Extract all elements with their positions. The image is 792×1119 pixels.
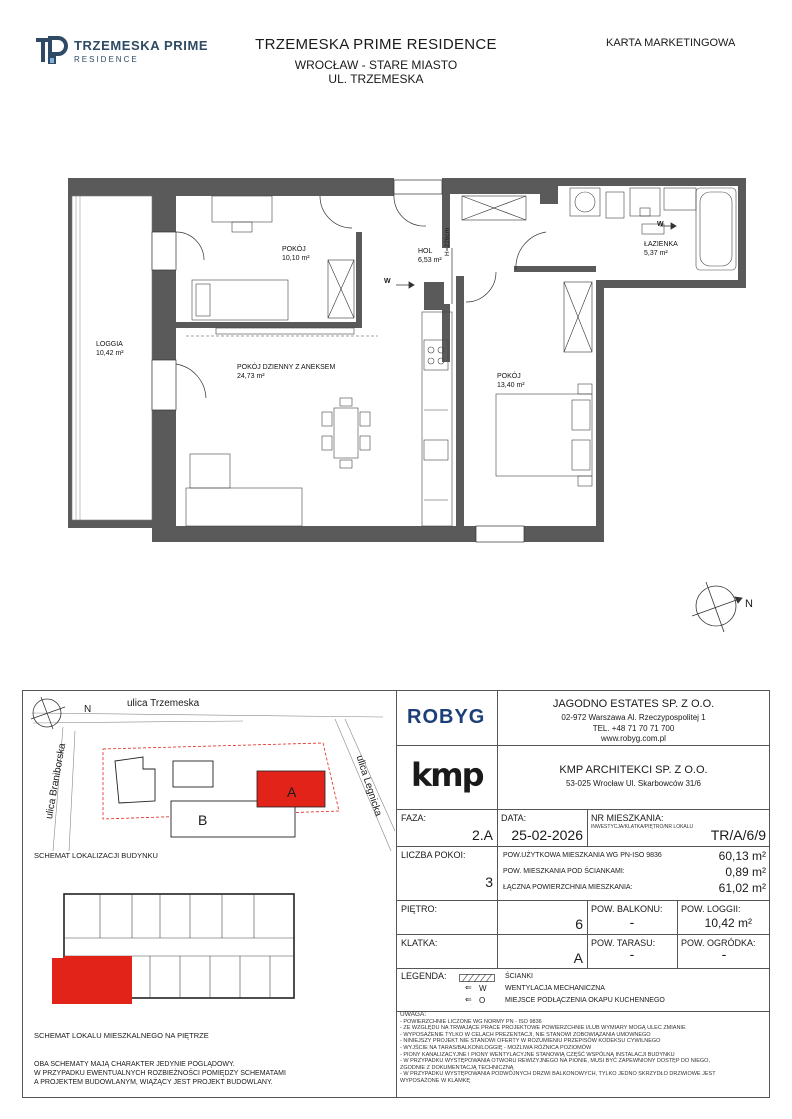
room-name: POKÓJ [282,246,306,253]
notes-line: ZGODNIE Z DOKUMENTACJĄ TECHNICZNĄ [400,1064,514,1071]
notes-line: - W PRZYPADKU WYSTĘPOWANIA PODWÓJNYCH DRZWI BALKONOWYCH, TYLKO JEDNO SKRZYDŁO DRZWIOWE JEST [400,1071,716,1078]
room-label-hol [418,247,442,265]
loggia-label: POW. LOGGII: [681,904,741,914]
wall-top-bath [558,178,746,186]
notes [400,1012,766,1085]
architect-name: KMP ARCHITEKCI SP. Z O.O. [559,764,708,776]
klatka-value: A [573,950,583,966]
pow-pod-label: POW. MIESZKANIA POD ŚCIANKAMI: [503,868,625,875]
notes-line: WYPOSAŻONE W KLAMKĘ [400,1077,470,1084]
site-plan [23,691,395,851]
room-name: ŁAZIENKA [644,241,678,248]
balkon-value: - [629,914,635,930]
wall-left-block2 [152,266,176,364]
robyg-logo: ROBYG [407,706,486,728]
apartment-highlight [64,956,132,1004]
wall-bath-left [514,266,596,272]
disclaimer-line: OBA SCHEMATY MAJĄ CHARAKTER JEDYNIE POGLĄDOWY. [34,1061,235,1068]
room-area: 6,53 m² [418,257,442,264]
height-label: H=226cm [444,228,451,256]
legend-item-symbol: W [479,984,487,993]
disclaimer [34,1060,286,1087]
wall-room1-right [356,232,362,328]
pietro-value: 6 [575,916,583,932]
disclaimer-line: W PRZYPADKU EWENTUALNYCH ROZBIEŻNOŚCI POMIĘDZY SCHEMATAMI [34,1070,286,1077]
pow-pod-value: 0,89 m² [725,865,766,879]
legend [397,968,770,1012]
pow-uzytkowa-label: POW.UŻYTKOWA MIESZKANIA WG PN-ISO 9836 [503,852,662,859]
balkon-label: POW. BALKONU: [591,904,663,914]
notes-line: - W PRZYPADKU WYSTĘPOWANIA OTWORU REWIZYJNEGO NA PIONIE, MUSI BYĆ ZAPEWNIONY DOSTĘP DO NIEGO, [400,1058,710,1065]
project-city: WROCŁAW - STARE MIASTO [294,58,458,72]
room-area: 10,10 m² [282,255,310,262]
project-street: UL. TRZEMESKA [328,72,424,86]
notes-title: UWAGA: [400,1011,427,1018]
nr-sublabel: INWESTYCJA/KLATKA/PIĘTRO/NR LOKALU [591,824,694,830]
notes-line: - PIONY KANALIZACYJNE I PIONY WENTYLACYJNE STANOWIĄ CZĘŚĆ WSPÓLNĄ INSTALACJI BUDYNKU [400,1051,675,1058]
wall-pillar [540,178,558,204]
loggia-value: 10,42 m² [704,916,752,930]
card-type: KARTA MARKETINGOWA [606,37,736,49]
arrow-o-icon: ⇐ [465,995,472,1004]
pow-laczna-value: 61,02 m² [718,881,766,895]
hatch-icon [459,974,495,982]
logo-divider [497,746,498,810]
wall-left-block [152,196,176,236]
wall-bottom [152,526,464,542]
legend-title: LEGENDA: [401,971,447,981]
kmp-logo: kmp [411,756,483,794]
klatka-label: KLATKA: [401,938,438,948]
pietro-label: PIĘTRO: [401,904,438,914]
legend-item-text: MIEJSCE PODŁĄCZENIA OKAPU KUCHENNEGO [505,997,665,1004]
notes-line: - WYJŚCIE NA TARAS/BALKON/LOGGIĘ - MOŻLIWA RÓŻNICA POZIOMÓW [400,1044,592,1051]
notes-line: - ZE WZGLĘDU NA TRWAJĄCE PRACE PROJEKTOWE POWIERZCHNIE I/LUB WYMIARY MOGĄ ULEC ZMIANIE [400,1025,686,1032]
room-label-pokoj-1 [282,245,310,263]
room-name: LOGGIA [96,341,123,348]
wall-hall-right2 [442,304,450,362]
arrow-w-icon: ⇐ [465,983,472,992]
developer-name: JAGODNO ESTATES SP. Z O.O. [552,698,715,710]
wall-right-step [604,280,746,288]
pokoje-label: LICZBA POKOI: [401,850,466,860]
legend-item-text: ŚCIANKI [505,973,534,980]
building-b-label: B [198,812,208,828]
wall-right-bed [596,280,604,542]
notes-line: - NINIEJSZY PROJEKT NIE STANOWI OFERTY W ROZUMIENIU PRZEPISÓW KODEKSU CYWILNEGO [400,1038,661,1045]
wall-left-block3 [152,408,176,526]
street-left-label: ulica Braniborska [44,742,69,820]
loggia-floor [72,196,152,520]
wall-shaft [424,282,444,310]
wall-top-left [68,178,176,196]
wall-top-mid [176,178,394,196]
wall-left-outer [68,178,72,528]
info-table [397,810,770,968]
notes-line: - POWIERZCHNIE LICZONE WG NORMY PN - ISO 9836 [400,1018,542,1025]
room-label-pokoj-2 [497,372,525,390]
project-title: TRZEMESKA PRIME RESIDENCE [255,36,497,53]
room-label-loggia [96,340,124,358]
taras-value: - [629,946,635,962]
developer-address: 02-972 Warszawa Al. Rzeczypospolitej 1 [561,713,706,722]
developer-web: www.robyg.com.pl [601,734,666,743]
compass-icon [692,582,742,632]
wall-top-right [442,178,546,194]
ventilation-marker-bath: W [657,221,664,228]
room-name: HOL [418,248,433,255]
legend-item-symbol: O [479,996,486,1005]
developer-phone: TEL. +48 71 70 71 700 [592,724,675,733]
notes-line: - WYPOSAŻENIE TYLKO W CELACH PREZENTACJI, NIE STANOWI ZOBOWIĄZANIA UMOWNEGO [400,1031,651,1038]
wall-right-bath [738,178,746,286]
developer-block [397,690,770,746]
nr-label: NR MIESZKANIA: [591,813,664,823]
wall-kitchen-col [456,276,464,526]
ogrodek-value: - [721,946,727,962]
legend-item-text: WENTYLACJA MECHANICZNA [505,985,605,992]
nr-value: TR/A/6/9 [710,827,766,843]
room-area: 5,37 m² [644,250,668,257]
floor-schema [50,888,310,1020]
ventilation-marker: W [384,278,391,285]
pow-laczna-label: ŁĄCZNA POWIERZCHNIA MIESZKANIA: [503,884,633,891]
data-value: 25-02-2026 [511,827,583,843]
site-compass-label: N [84,704,92,715]
room-name: POKÓJ [497,373,521,380]
site-caption: SCHEMAT LOKALIZACJI BUDYNKU [34,851,158,860]
room-area: 24,73 m² [237,373,265,380]
faza-value: 2.A [471,827,493,843]
compass-label: N [745,598,753,610]
logo-name: TRZEMESKA PRIME [74,38,209,53]
disclaimer-line: A PROJEKTEM BUDOWLANYM, WIĄŻĄCY JEST PROJEKT BUDOWLANY. [34,1079,273,1086]
street-right-label: ulica Legnicka [353,754,384,818]
logo-sub: RESIDENCE [74,55,139,64]
pow-uzytkowa-value: 60,13 m² [718,849,766,863]
room-area: 13,40 m² [497,382,525,389]
architect-block [397,746,770,810]
pokoje-value: 3 [485,874,493,890]
floor-schema-caption: SCHEMAT LOKALU MIESZKALNEGO NA PIĘTRZE [34,1031,209,1040]
taras-label: POW. TARASU: [591,938,656,948]
architect-address: 53-025 Wrocław Ul. Skarbowców 31/6 [565,779,702,788]
faza-label: FAZA: [401,813,427,823]
data-label: DATA: [501,813,527,823]
room-label-lazienka [644,240,678,258]
room-area: 10,42 m² [96,350,124,357]
building-a-label: A [287,784,297,800]
wall-room1-bottom [176,322,356,328]
room-name: POKÓJ DZIENNY Z ANEKSEM [237,364,336,371]
street-top-label: ulica Trzemeska [127,698,200,709]
room-label-pokoj-dzienny [237,363,335,381]
ogrodek-label: POW. OGRÓDKA: [681,938,756,948]
